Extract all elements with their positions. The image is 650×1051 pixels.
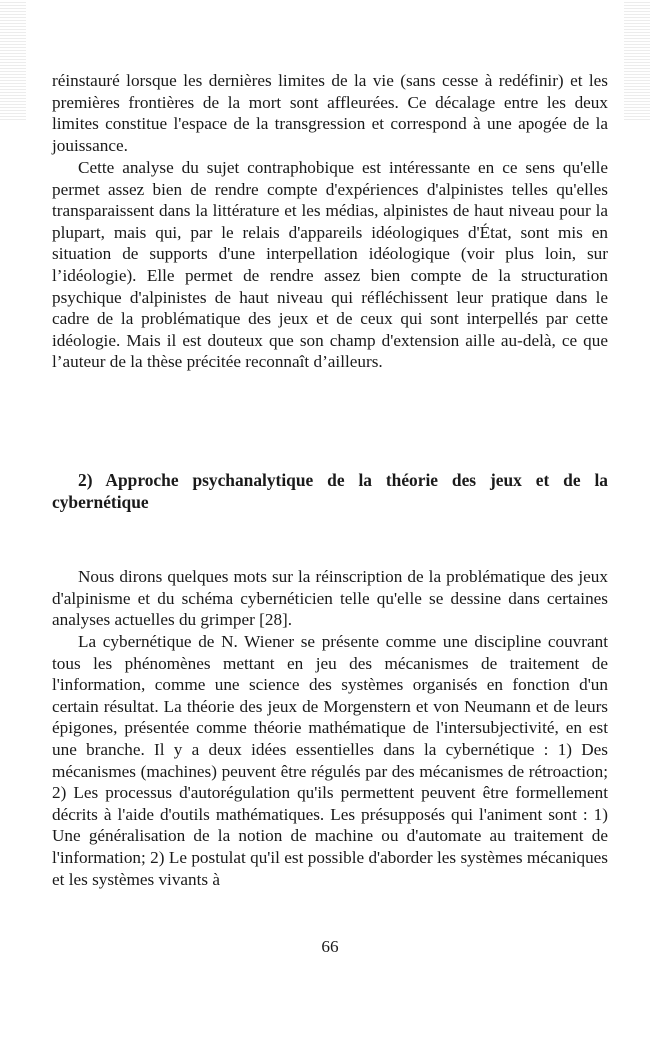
paragraph-continuation: réinstauré lorsque les dernières limites de la vie (sans cesse à redéfinir) et les premières frontières de la mort sont affleurées. Ce décalage entre les deux limites constitue l'espace de la transgression et correspond à une apogée de la jouissance. xyxy=(52,71,608,155)
paragraph-contraphobic-analysis: Cette analyse du sujet contraphobique est intéressante en ce sens qu'elle permet assez bien de rendre compte d'expériences d'alpinistes telles qu'elles transparaissent dans la littérature et les médias, alpinistes de haut niveau pour la plupart, mais qui, par le relais d'appareils idéologiques d'État, sont mis en situation de supports d'une interpellation idéologique (voir plus loin, sur l’idéologie). Elle permet de rendre assez bien compte de la structuration psychique d'alpinistes de haut niveau qui réfléchissent leur pratique dans le cadre de la problématique des jeux et de ceux qui sont interpellés par cette idéologie. Mais il est douteux que son champ d'extension aille au-delà, ce que l’auteur de la thèse précitée reconnaît d’ailleurs. xyxy=(52,158,608,372)
scan-edge-right xyxy=(624,0,650,120)
paragraph-wiener-cybernetics: La cybernétique de N. Wiener se présente comme une discipline couvrant tous les phénomènes mettant en jeu des mécanismes de traitement de l'information, comme une science des systèmes organisés en fonction d'un certain résultat. La théorie des jeux de Morgenstern et von Neumann et de leurs épigones, présentée comme théorie mathématique de l'intersubjectivité, en est une branche. Il y a deux idées essentielles dans la cybernétique : 1) Des mécanismes (machines) peuvent être régulés par des mécanismes de rétroaction; 2) Les processus d'autorégulation qu'ils permettent peuvent être formellement décrits à l'aide d'outils mathématiques. Les présupposés qui l'animent sont : 1) Une généralisation de la notion de machine ou d'automate au traitement de l'information; 2) Le postulat qu'il est possible d'aborder les systèmes mécaniques et les systèmes vivants à xyxy=(52,632,608,889)
page-number: 66 xyxy=(321,937,339,956)
section-heading: 2) Approche psychanalytique de la théorie des jeux et de la cybernétique xyxy=(52,470,608,512)
scan-edge-left xyxy=(0,0,26,120)
paragraph-intro-cybernetics: Nous dirons quelques mots sur la réinscription de la problématique des jeux d'alpinisme et du schéma cybernéticien telle qu'elle se dessine dans certaines analyses actuelles du grimper [28]. xyxy=(52,567,608,630)
document-page xyxy=(52,0,608,1051)
